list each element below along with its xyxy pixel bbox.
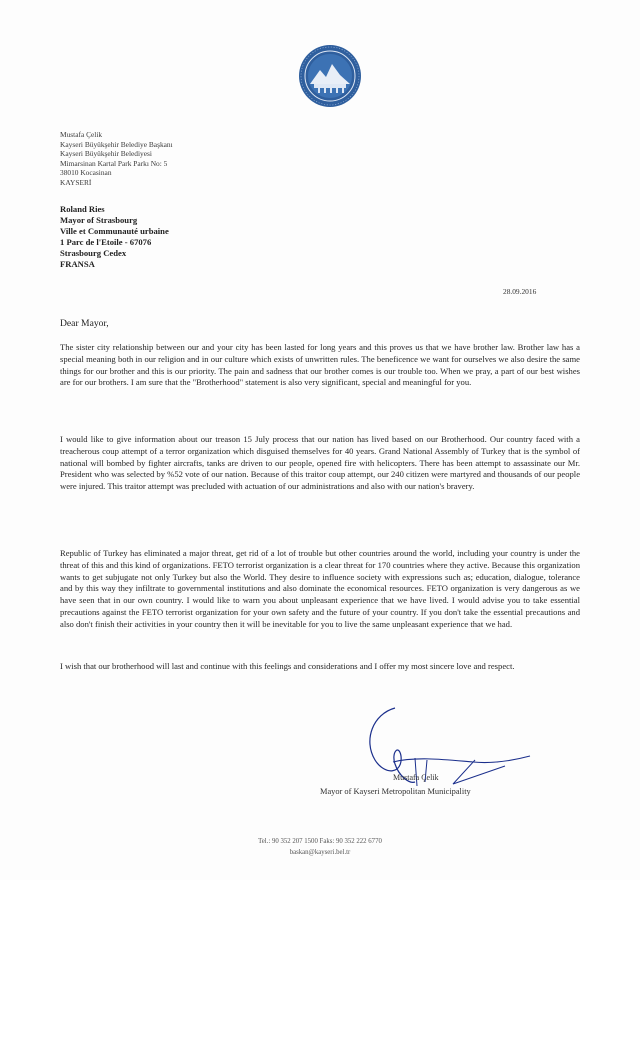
kayseri-municipality-seal-logo — [298, 44, 362, 108]
sender-street: Mimarsinan Kartal Park Parkı No: 5 — [60, 158, 168, 168]
body-paragraph-4: I wish that our brotherhood will last and continue with this feelings and considerations and I offer my most sincere love and respect. — [60, 661, 515, 671]
body-paragraph-2: I would like to give information about our treason 15 July process that our nation has lived based on our Brotherhood. Our country faced with a treacherous coup attempt of a terror organization which disguised themselves for 40 years. Grand National Assembly of Turkey that is the symbol of national will bombed by fighter aircrafts, tanks are driven to our people, opened fire with helicopters. There has been attempt to assassinate our Mr. President who was selected by %52 vote of our nation. Because of this traitor coup attempt, our 240 citizen were martyred and thousands of our people were injured. This traitor attempt was precluded with actuation of our administrations and also with our nation's bravery. — [60, 434, 581, 492]
sender-name: Mustafa Çelik — [60, 130, 103, 139]
recipient-city: Strasbourg Cedex — [60, 248, 127, 258]
sender-city: KAYSERİ — [60, 177, 92, 187]
recipient-street: 1 Parc de l'Etoile - 67076 — [60, 237, 152, 247]
sender-title: Kayseri Büyükşehir Belediye Başkanı — [60, 139, 173, 149]
recipient-organization: Ville et Communauté urbaine — [60, 226, 169, 236]
recipient-title: Mayor of Strasbourg — [60, 215, 138, 225]
recipient-country: FRANSA — [60, 259, 95, 269]
handwritten-signature — [355, 700, 540, 800]
footer-contact-phone: Tel.: 90 352 207 1500 Faks: 90 352 222 6770 — [258, 838, 382, 845]
sender-organization: Kayseri Büyükşehir Belediyesi — [60, 149, 152, 159]
signer-name: Mustafa Çelik — [393, 773, 439, 782]
body-paragraph-3: Republic of Turkey has eliminated a major threat, get rid of a lot of trouble but other countries around the world, including your country is under the threat of this and this kind of organizations. FETO terrorist organization is a clear threat for 170 countries where they active. Because this organization wants to get subjugate not only Turkey but also the World. They desire to influence society with expressions such as; education, dialogue, tolerance and by this way they infiltrate to governmental institutions and also dominate the economical resources. FETO organization is very dangerous as we have seen that in our own country. I would like to warn you about unpleasant experience that we have lived. I would advise you to take essential precautions against the FETO terrorist organization for your own safety and the future of your country. If you don't take the essential precautions and also don't finish their activities in your country then it will be inevitable for you to live the same unpleasant experience that we had. — [60, 548, 580, 629]
signer-title: Mayor of Kayseri Metropolitan Municipality — [320, 787, 471, 796]
recipient-address — [60, 204, 169, 270]
recipient-name: Roland Ries — [60, 204, 105, 214]
body-paragraph-1: The sister city relationship between our and your city has been lasted for long years and this proves us that we have brother law. Brother law has a special meaning both in our religion and in our culture which exists of unwritten rules. The beneficence we want for ourselves we also desire the same things for our brother and this is our priority. The pain and sadness that our brother comes is our trouble too. When we pray, a part of our best wishes are for our brothers. I am sure that the "Brotherhood" statement is also very significant, special and meaningful for you. — [60, 342, 580, 388]
letter-date: 28.09.2016 — [503, 287, 537, 296]
sender-postal-code: 38010 Kocasinan — [60, 168, 112, 178]
salutation: Dear Mayor, — [60, 318, 109, 329]
sender-address — [60, 130, 173, 188]
footer-contact-email: baskan@kayseri.bel.tr — [289, 849, 351, 856]
